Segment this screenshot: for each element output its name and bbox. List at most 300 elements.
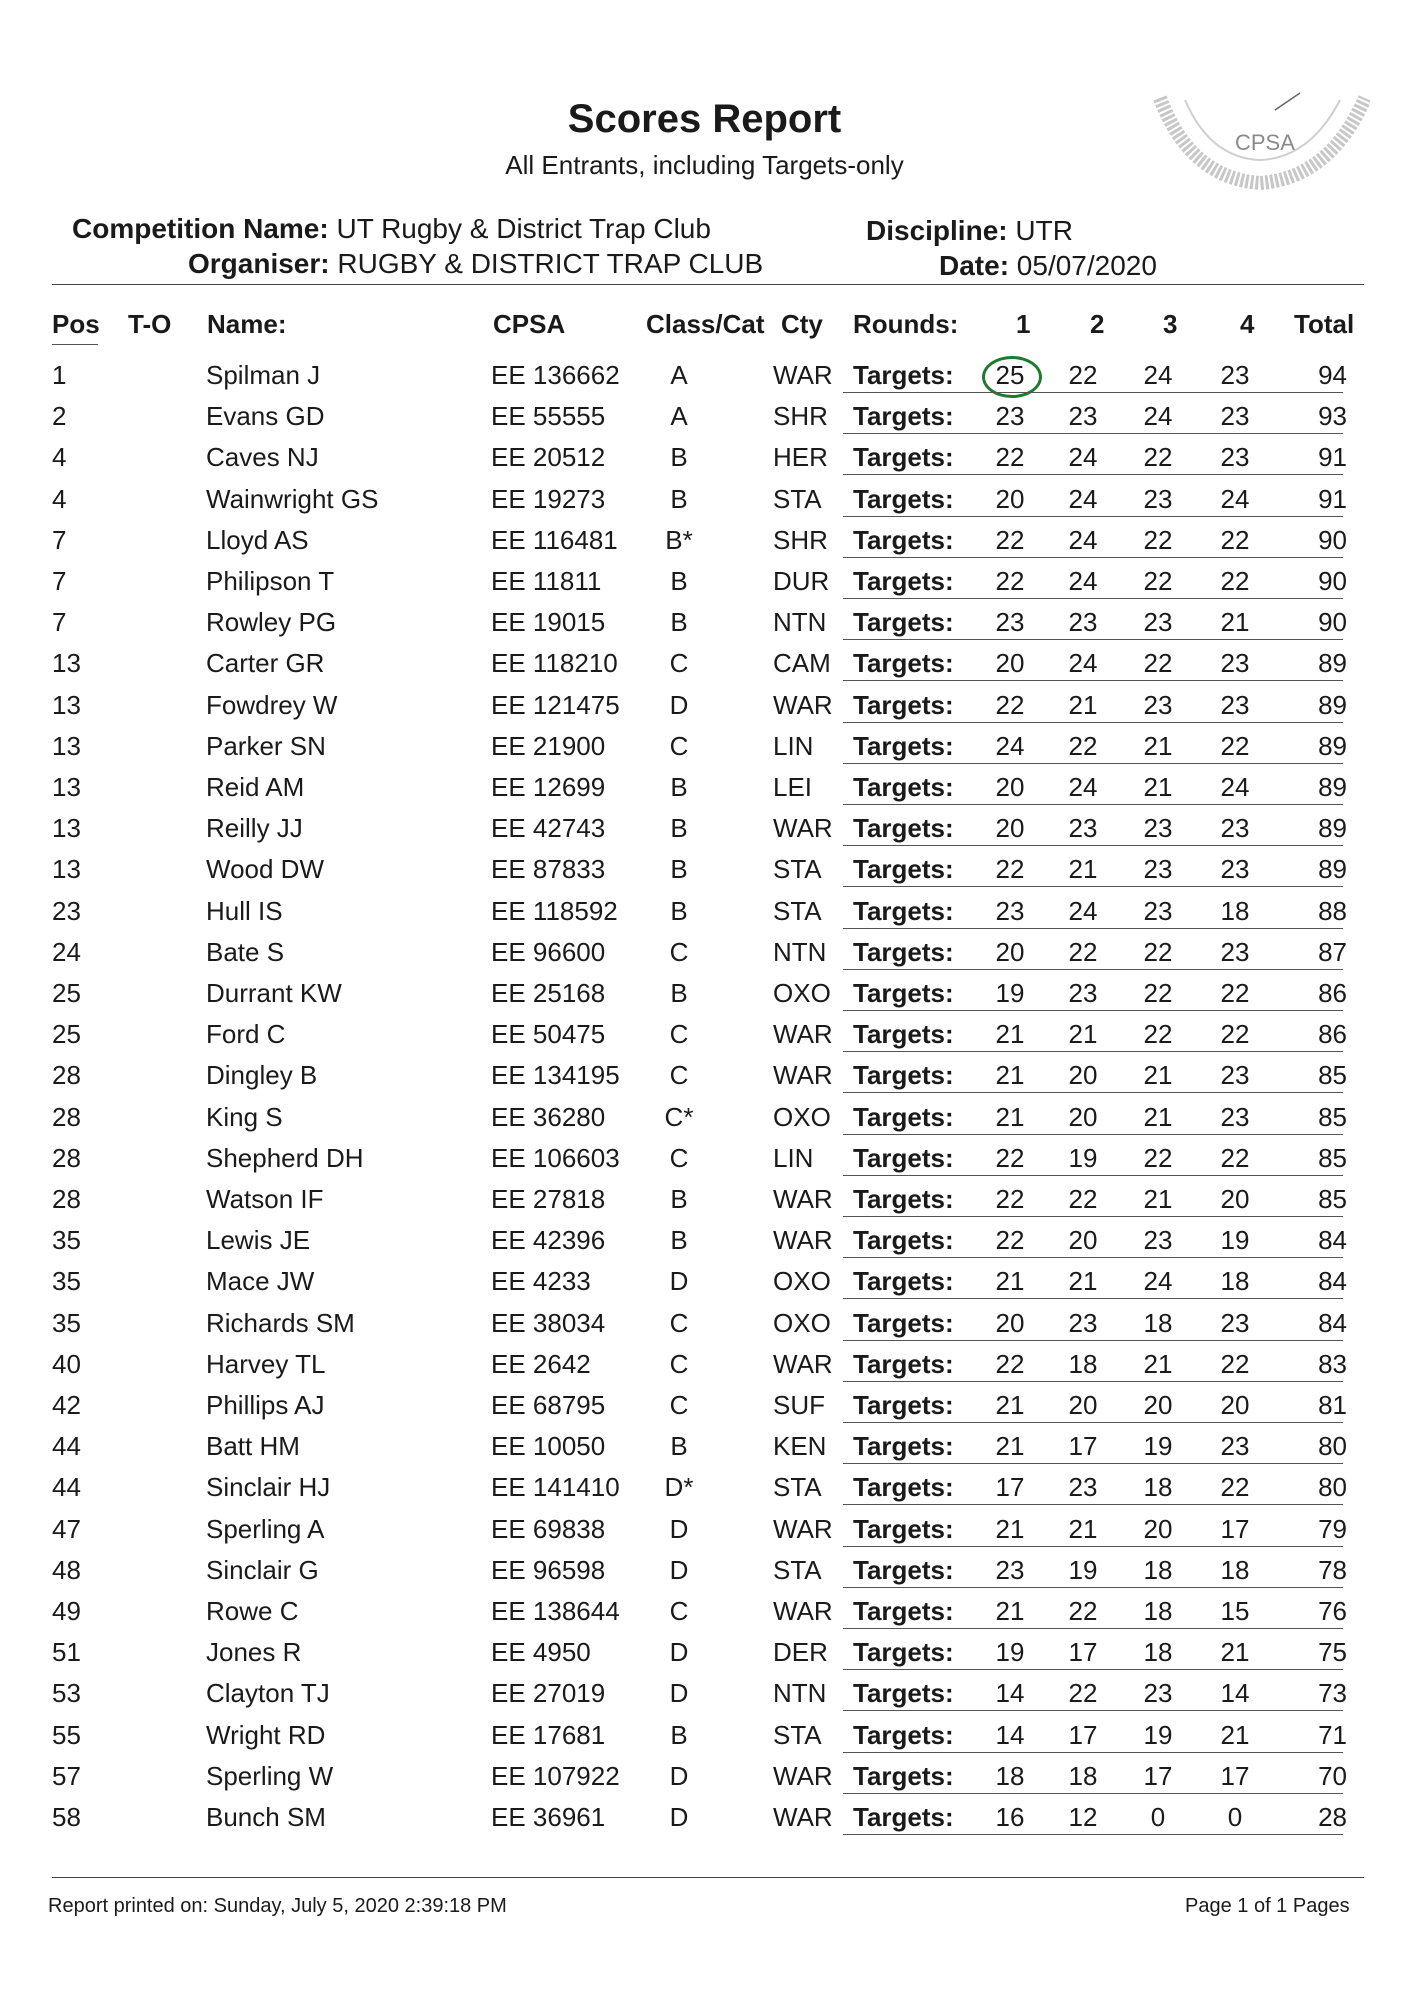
cell-cls: C bbox=[669, 1307, 689, 1338]
cell-r4: 22 bbox=[1220, 730, 1250, 761]
discipline-value: UTR bbox=[1015, 215, 1073, 246]
cell-cpsa: EE 55555 bbox=[491, 401, 606, 432]
cell-targets-label: Targets: bbox=[853, 1060, 954, 1091]
cell-r2: 23 bbox=[1068, 978, 1098, 1008]
cell-name: Sinclair G bbox=[206, 1554, 319, 1585]
cell-pos: 35 bbox=[52, 1307, 81, 1338]
cell-r2: 24 bbox=[1068, 442, 1098, 473]
table-row bbox=[0, 1755, 1409, 1796]
cell-r4: 21 bbox=[1220, 1637, 1250, 1668]
row-underline bbox=[843, 433, 1343, 434]
cell-r2: 12 bbox=[1068, 1802, 1098, 1832]
cell-cpsa: EE 138644 bbox=[491, 1596, 620, 1626]
cell-r1: 16 bbox=[995, 1802, 1025, 1832]
competition-label: Competition Name: bbox=[72, 213, 329, 244]
cell-r2: 22 bbox=[1068, 730, 1098, 761]
cell-cls: D bbox=[669, 1554, 689, 1585]
cell-cls: B bbox=[670, 1719, 688, 1750]
report-title: Scores Report bbox=[567, 97, 842, 141]
row-underline bbox=[843, 1134, 1343, 1135]
cell-cpsa: EE 68795 bbox=[491, 1390, 606, 1420]
cell-cty: SUF bbox=[773, 1390, 825, 1420]
competition-value: UT Rugby & District Trap Club bbox=[336, 213, 711, 244]
cell-cpsa: EE 69838 bbox=[491, 1513, 606, 1544]
cell-r1: 22 bbox=[995, 442, 1025, 473]
row-underline bbox=[843, 1587, 1343, 1588]
cell-name: Philipson T bbox=[206, 566, 335, 596]
cell-targets-label: Targets: bbox=[853, 689, 954, 720]
cell-cls: B bbox=[670, 607, 688, 638]
cell-r4: 0 bbox=[1227, 1802, 1243, 1832]
cell-r3: 18 bbox=[1143, 1472, 1173, 1503]
cell-total: 86 bbox=[1318, 1019, 1347, 1050]
cell-r4: 23 bbox=[1220, 442, 1250, 473]
cell-r4: 18 bbox=[1220, 1554, 1250, 1585]
cell-r2: 21 bbox=[1068, 854, 1098, 885]
cell-pos: 51 bbox=[52, 1637, 81, 1668]
cell-r2: 23 bbox=[1068, 813, 1098, 844]
col-to: T-O bbox=[128, 309, 172, 339]
row-underline bbox=[843, 845, 1343, 846]
cell-r3: 24 bbox=[1143, 360, 1173, 390]
table-row bbox=[0, 1631, 1409, 1672]
cell-cty: OXO bbox=[773, 1101, 831, 1132]
cell-pos: 48 bbox=[52, 1554, 81, 1585]
cell-pos: 13 bbox=[52, 689, 81, 720]
cell-pos: 58 bbox=[52, 1802, 81, 1832]
cell-r2: 24 bbox=[1068, 566, 1098, 596]
cell-pos: 25 bbox=[52, 1019, 81, 1050]
cell-r1: 22 bbox=[995, 1225, 1025, 1256]
cell-r4: 23 bbox=[1220, 1307, 1250, 1338]
cell-cls: C bbox=[669, 1348, 689, 1379]
cell-r4: 23 bbox=[1220, 1431, 1250, 1462]
cell-r1: 20 bbox=[995, 648, 1025, 679]
cell-r1: 23 bbox=[995, 607, 1025, 638]
cell-r2: 21 bbox=[1068, 689, 1098, 720]
table-row bbox=[0, 478, 1409, 519]
table-row bbox=[0, 766, 1409, 807]
cell-r2: 22 bbox=[1068, 1678, 1098, 1709]
cell-pos: 7 bbox=[52, 566, 67, 596]
col-cpsa: CPSA bbox=[493, 309, 566, 339]
cell-name: Reid AM bbox=[206, 772, 305, 802]
row-underline bbox=[843, 804, 1343, 805]
cell-total: 81 bbox=[1318, 1390, 1347, 1420]
cell-cpsa: EE 118210 bbox=[491, 648, 618, 679]
cell-cty: CAM bbox=[773, 648, 831, 679]
cell-r2: 19 bbox=[1068, 1554, 1098, 1585]
cell-r4: 23 bbox=[1220, 1060, 1250, 1091]
cell-r1: 21 bbox=[995, 1390, 1025, 1420]
cell-pos: 4 bbox=[52, 442, 67, 473]
row-underline bbox=[843, 1010, 1343, 1011]
table-row bbox=[0, 1137, 1409, 1178]
table-row bbox=[0, 931, 1409, 972]
cell-r2: 20 bbox=[1068, 1390, 1098, 1420]
cell-r4: 21 bbox=[1220, 607, 1250, 638]
cell-r4: 22 bbox=[1220, 566, 1250, 596]
cell-total: 91 bbox=[1318, 442, 1347, 473]
table-row bbox=[0, 395, 1409, 436]
cell-pos: 28 bbox=[52, 1060, 81, 1091]
cell-r3: 19 bbox=[1143, 1431, 1173, 1462]
cell-cty: NTN bbox=[773, 1678, 827, 1709]
cell-pos: 25 bbox=[52, 978, 81, 1008]
cell-r3: 20 bbox=[1143, 1513, 1173, 1544]
table-row bbox=[0, 436, 1409, 477]
cell-pos: 7 bbox=[52, 607, 67, 638]
cell-cty: STA bbox=[773, 1554, 822, 1585]
row-underline bbox=[843, 1051, 1343, 1052]
cell-r2: 24 bbox=[1068, 895, 1098, 926]
cell-cty: LIN bbox=[773, 1142, 814, 1173]
cell-pos: 4 bbox=[52, 483, 67, 514]
cell-r3: 19 bbox=[1143, 1719, 1173, 1750]
cell-r1: 22 bbox=[995, 566, 1025, 596]
table-row bbox=[0, 1466, 1409, 1507]
table-row bbox=[0, 1096, 1409, 1137]
cell-cls: D bbox=[669, 1513, 689, 1544]
cell-cls: B bbox=[670, 1431, 688, 1462]
cell-r4: 18 bbox=[1220, 1266, 1250, 1297]
cell-r3: 23 bbox=[1143, 483, 1173, 514]
discipline-label: Discipline: bbox=[866, 215, 1008, 246]
cell-name: Sperling W bbox=[206, 1760, 334, 1791]
cell-targets-label: Targets: bbox=[853, 936, 954, 967]
cell-r4: 23 bbox=[1220, 1101, 1250, 1132]
cell-r4: 22 bbox=[1220, 1142, 1250, 1173]
col-round-4: 4 bbox=[1240, 309, 1255, 339]
cell-cpsa: EE 17681 bbox=[491, 1719, 606, 1750]
cell-cty: STA bbox=[773, 1719, 822, 1750]
cell-r3: 23 bbox=[1143, 895, 1173, 926]
cell-total: 85 bbox=[1318, 1142, 1347, 1173]
table-row bbox=[0, 601, 1409, 642]
cell-r3: 23 bbox=[1143, 1678, 1173, 1709]
cell-pos: 28 bbox=[52, 1142, 81, 1173]
table-row bbox=[0, 1590, 1409, 1631]
cell-r1: 22 bbox=[995, 1348, 1025, 1379]
row-underline bbox=[843, 1381, 1343, 1382]
cell-name: Ford C bbox=[206, 1019, 286, 1050]
cell-r3: 21 bbox=[1143, 730, 1173, 761]
cell-r3: 23 bbox=[1143, 1225, 1173, 1256]
cell-cls: C* bbox=[664, 1101, 694, 1132]
cell-cty: WAR bbox=[773, 1596, 833, 1626]
cell-r1: 22 bbox=[995, 524, 1025, 555]
row-underline bbox=[843, 886, 1343, 887]
cell-cty: DUR bbox=[773, 566, 830, 596]
cell-cls: C bbox=[669, 1596, 689, 1626]
row-underline bbox=[843, 928, 1343, 929]
cell-cpsa: EE 4950 bbox=[491, 1637, 591, 1668]
cell-cls: A bbox=[670, 360, 688, 390]
cell-r2: 22 bbox=[1068, 1184, 1098, 1214]
cell-total: 89 bbox=[1318, 648, 1347, 679]
cell-cty: WAR bbox=[773, 1184, 833, 1214]
cell-total: 90 bbox=[1318, 607, 1347, 638]
cell-total: 84 bbox=[1318, 1266, 1347, 1297]
table-row bbox=[0, 1302, 1409, 1343]
cell-r3: 21 bbox=[1143, 1101, 1173, 1132]
cell-total: 93 bbox=[1318, 401, 1347, 432]
cell-cls: C bbox=[669, 730, 689, 761]
cell-pos: 42 bbox=[52, 1390, 81, 1420]
cell-cls: D bbox=[669, 1802, 689, 1832]
cell-name: Batt HM bbox=[206, 1431, 300, 1462]
row-underline bbox=[843, 1793, 1343, 1794]
cell-cpsa: EE 27818 bbox=[491, 1184, 606, 1214]
cell-cty: WAR bbox=[773, 1348, 833, 1379]
col-class: Class/Cat bbox=[646, 309, 765, 339]
cell-targets-label: Targets: bbox=[853, 1719, 954, 1750]
cell-pos: 1 bbox=[52, 360, 67, 390]
cell-r2: 18 bbox=[1068, 1760, 1098, 1791]
cell-pos: 13 bbox=[52, 813, 81, 844]
cell-cpsa: EE 42396 bbox=[491, 1225, 606, 1256]
cell-cty: SHR bbox=[773, 401, 828, 432]
cell-name: Hull IS bbox=[206, 895, 283, 926]
col-rounds: Rounds: bbox=[853, 309, 959, 339]
cell-r1: 21 bbox=[995, 1513, 1025, 1544]
discipline bbox=[866, 215, 1073, 247]
cell-pos: 7 bbox=[52, 524, 67, 555]
cell-name: Sperling A bbox=[206, 1513, 325, 1544]
cell-cpsa: EE 21900 bbox=[491, 730, 606, 761]
row-underline bbox=[843, 1546, 1343, 1547]
cell-r2: 20 bbox=[1068, 1101, 1098, 1132]
footer-divider bbox=[52, 1877, 1364, 1878]
table-row bbox=[0, 725, 1409, 766]
cell-cty: WAR bbox=[773, 813, 833, 844]
cell-r4: 24 bbox=[1220, 772, 1250, 802]
cell-r3: 18 bbox=[1143, 1596, 1173, 1626]
cell-targets-label: Targets: bbox=[853, 566, 954, 596]
cell-cls: D* bbox=[664, 1472, 694, 1503]
cell-r2: 17 bbox=[1068, 1719, 1098, 1750]
cell-cls: B bbox=[670, 1184, 688, 1214]
cell-cty: STA bbox=[773, 1472, 822, 1503]
row-underline bbox=[843, 1298, 1343, 1299]
cell-total: 71 bbox=[1318, 1719, 1347, 1750]
cell-total: 90 bbox=[1318, 524, 1347, 555]
cell-cpsa: EE 136662 bbox=[491, 360, 620, 390]
cell-r2: 19 bbox=[1068, 1142, 1098, 1173]
row-underline bbox=[843, 680, 1343, 681]
cell-r4: 22 bbox=[1220, 524, 1250, 555]
cell-cls: D bbox=[669, 1637, 689, 1668]
cell-r1: 23 bbox=[995, 895, 1025, 926]
cell-r2: 21 bbox=[1068, 1513, 1098, 1544]
cell-cls: B bbox=[670, 895, 688, 926]
cell-total: 94 bbox=[1318, 360, 1347, 390]
cell-cpsa: EE 118592 bbox=[491, 895, 618, 926]
cell-targets-label: Targets: bbox=[853, 1266, 954, 1297]
cell-pos: 40 bbox=[52, 1348, 81, 1379]
cell-r3: 24 bbox=[1143, 401, 1173, 432]
cell-r2: 18 bbox=[1068, 1348, 1098, 1379]
cell-cls: B bbox=[670, 566, 688, 596]
row-underline bbox=[843, 1463, 1343, 1464]
table-row bbox=[0, 1549, 1409, 1590]
col-round-2: 2 bbox=[1090, 309, 1105, 339]
cell-cls: D bbox=[669, 689, 689, 720]
cell-name: Dingley B bbox=[206, 1060, 318, 1091]
table-row bbox=[0, 890, 1409, 931]
cell-cty: LEI bbox=[773, 772, 813, 802]
cell-targets-label: Targets: bbox=[853, 1101, 954, 1132]
cell-r3: 0 bbox=[1150, 1802, 1166, 1832]
cell-cty: WAR bbox=[773, 1019, 833, 1050]
cell-cpsa: EE 11811 bbox=[491, 566, 602, 596]
cell-name: Clayton TJ bbox=[206, 1678, 330, 1709]
cell-r1: 19 bbox=[995, 1637, 1025, 1668]
cell-targets-label: Targets: bbox=[853, 772, 954, 802]
cell-r4: 15 bbox=[1220, 1596, 1250, 1626]
table-row bbox=[0, 1714, 1409, 1755]
cell-cty: WAR bbox=[773, 1760, 833, 1791]
cell-r1: 21 bbox=[995, 1596, 1025, 1626]
cell-name: Jones R bbox=[206, 1637, 302, 1668]
row-underline bbox=[843, 763, 1343, 764]
cell-pos: 44 bbox=[52, 1431, 81, 1462]
col-pos: Pos bbox=[52, 309, 100, 339]
cell-name: Parker SN bbox=[206, 730, 326, 761]
cell-r4: 23 bbox=[1220, 813, 1250, 844]
cell-total: 88 bbox=[1318, 895, 1347, 926]
cell-cty: NTN bbox=[773, 936, 827, 967]
table-row bbox=[0, 1672, 1409, 1713]
cell-r4: 23 bbox=[1220, 360, 1250, 390]
cell-cty: STA bbox=[773, 483, 822, 514]
header-divider bbox=[52, 284, 1364, 285]
table-row bbox=[0, 560, 1409, 601]
cell-r4: 23 bbox=[1220, 401, 1250, 432]
cell-r3: 18 bbox=[1143, 1307, 1173, 1338]
cell-targets-label: Targets: bbox=[853, 607, 954, 638]
row-underline bbox=[843, 1340, 1343, 1341]
printed-on: Report printed on: Sunday, July 5, 2020 2:39:18 PM bbox=[48, 1895, 507, 1917]
cell-total: 83 bbox=[1318, 1348, 1347, 1379]
cell-targets-label: Targets: bbox=[853, 1390, 954, 1420]
cell-targets-label: Targets: bbox=[853, 1142, 954, 1173]
cell-cty: STA bbox=[773, 854, 822, 885]
cell-total: 73 bbox=[1318, 1678, 1347, 1709]
row-underline bbox=[843, 1092, 1343, 1093]
cell-r1: 20 bbox=[995, 772, 1025, 802]
cell-r2: 23 bbox=[1068, 1307, 1098, 1338]
cell-r4: 21 bbox=[1220, 1719, 1250, 1750]
table-row bbox=[0, 972, 1409, 1013]
cell-total: 89 bbox=[1318, 854, 1347, 885]
cell-r2: 22 bbox=[1068, 936, 1098, 967]
cell-r3: 17 bbox=[1143, 1760, 1173, 1791]
cell-total: 28 bbox=[1318, 1802, 1347, 1832]
cell-total: 85 bbox=[1318, 1060, 1347, 1091]
cell-cpsa: EE 141410 bbox=[491, 1472, 620, 1503]
table-row bbox=[0, 1508, 1409, 1549]
cell-r3: 21 bbox=[1143, 772, 1173, 802]
cell-pos: 35 bbox=[52, 1266, 81, 1297]
table-row bbox=[0, 642, 1409, 683]
cell-cpsa: EE 96600 bbox=[491, 936, 606, 967]
table-row bbox=[0, 848, 1409, 889]
competition-name bbox=[72, 213, 711, 245]
cell-cpsa: EE 36280 bbox=[491, 1101, 606, 1132]
cell-total: 85 bbox=[1318, 1184, 1347, 1214]
cell-r4: 22 bbox=[1220, 1019, 1250, 1050]
cell-r3: 21 bbox=[1143, 1184, 1173, 1214]
cell-r4: 22 bbox=[1220, 1348, 1250, 1379]
cell-pos: 2 bbox=[52, 401, 67, 432]
cell-targets-label: Targets: bbox=[853, 1802, 954, 1832]
cell-targets-label: Targets: bbox=[853, 648, 954, 679]
cell-r1: 22 bbox=[995, 1184, 1025, 1214]
table-row bbox=[0, 354, 1409, 395]
cell-cty: WAR bbox=[773, 1513, 833, 1544]
cell-cls: C bbox=[669, 936, 689, 967]
cell-r1: 22 bbox=[995, 689, 1025, 720]
cell-name: Carter GR bbox=[206, 648, 325, 679]
table-row bbox=[0, 1013, 1409, 1054]
cell-cls: B bbox=[670, 442, 688, 473]
cell-name: Sinclair HJ bbox=[206, 1472, 331, 1503]
date-label: Date: bbox=[939, 250, 1010, 281]
cell-targets-label: Targets: bbox=[853, 813, 954, 844]
col-total: Total bbox=[1294, 309, 1355, 339]
cell-targets-label: Targets: bbox=[853, 401, 954, 432]
col-round-3: 3 bbox=[1163, 309, 1178, 339]
cell-cls: D bbox=[669, 1266, 689, 1297]
cell-r3: 18 bbox=[1143, 1554, 1173, 1585]
table-row bbox=[0, 1054, 1409, 1095]
cell-cpsa: EE 107922 bbox=[491, 1760, 620, 1791]
cell-targets-label: Targets: bbox=[853, 1019, 954, 1050]
cell-r1: 21 bbox=[995, 1101, 1025, 1132]
cell-r2: 20 bbox=[1068, 1060, 1098, 1091]
cell-cls: B bbox=[670, 978, 688, 1008]
cell-r4: 23 bbox=[1220, 936, 1250, 967]
cell-cpsa: EE 121475 bbox=[491, 689, 620, 720]
cell-r2: 24 bbox=[1068, 772, 1098, 802]
cell-r4: 24 bbox=[1220, 483, 1250, 514]
cell-total: 76 bbox=[1318, 1596, 1347, 1626]
cell-name: Watson IF bbox=[206, 1184, 324, 1214]
cell-r1: 18 bbox=[995, 1760, 1025, 1791]
cell-r4: 22 bbox=[1220, 978, 1250, 1008]
cell-name: Durrant KW bbox=[206, 978, 342, 1008]
cell-targets-label: Targets: bbox=[853, 360, 954, 390]
cell-cty: WAR bbox=[773, 1060, 833, 1091]
cell-cls: B bbox=[670, 772, 688, 802]
table-row bbox=[0, 1343, 1409, 1384]
cell-r1: 20 bbox=[995, 483, 1025, 514]
date-value: 05/07/2020 bbox=[1016, 250, 1157, 281]
cell-r3: 22 bbox=[1143, 566, 1173, 596]
cell-r1: 21 bbox=[995, 1266, 1025, 1297]
cell-targets-label: Targets: bbox=[853, 442, 954, 473]
cell-name: Harvey TL bbox=[206, 1348, 326, 1379]
cell-targets-label: Targets: bbox=[853, 1554, 954, 1585]
cell-cty: KEN bbox=[773, 1431, 827, 1462]
cell-cpsa: EE 96598 bbox=[491, 1554, 606, 1585]
page-count: Page 1 of 1 Pages bbox=[1185, 1895, 1350, 1917]
cell-r3: 18 bbox=[1143, 1637, 1173, 1668]
cell-name: Shepherd DH bbox=[206, 1142, 364, 1173]
cell-r4: 23 bbox=[1220, 689, 1250, 720]
cell-r1: 20 bbox=[995, 1307, 1025, 1338]
